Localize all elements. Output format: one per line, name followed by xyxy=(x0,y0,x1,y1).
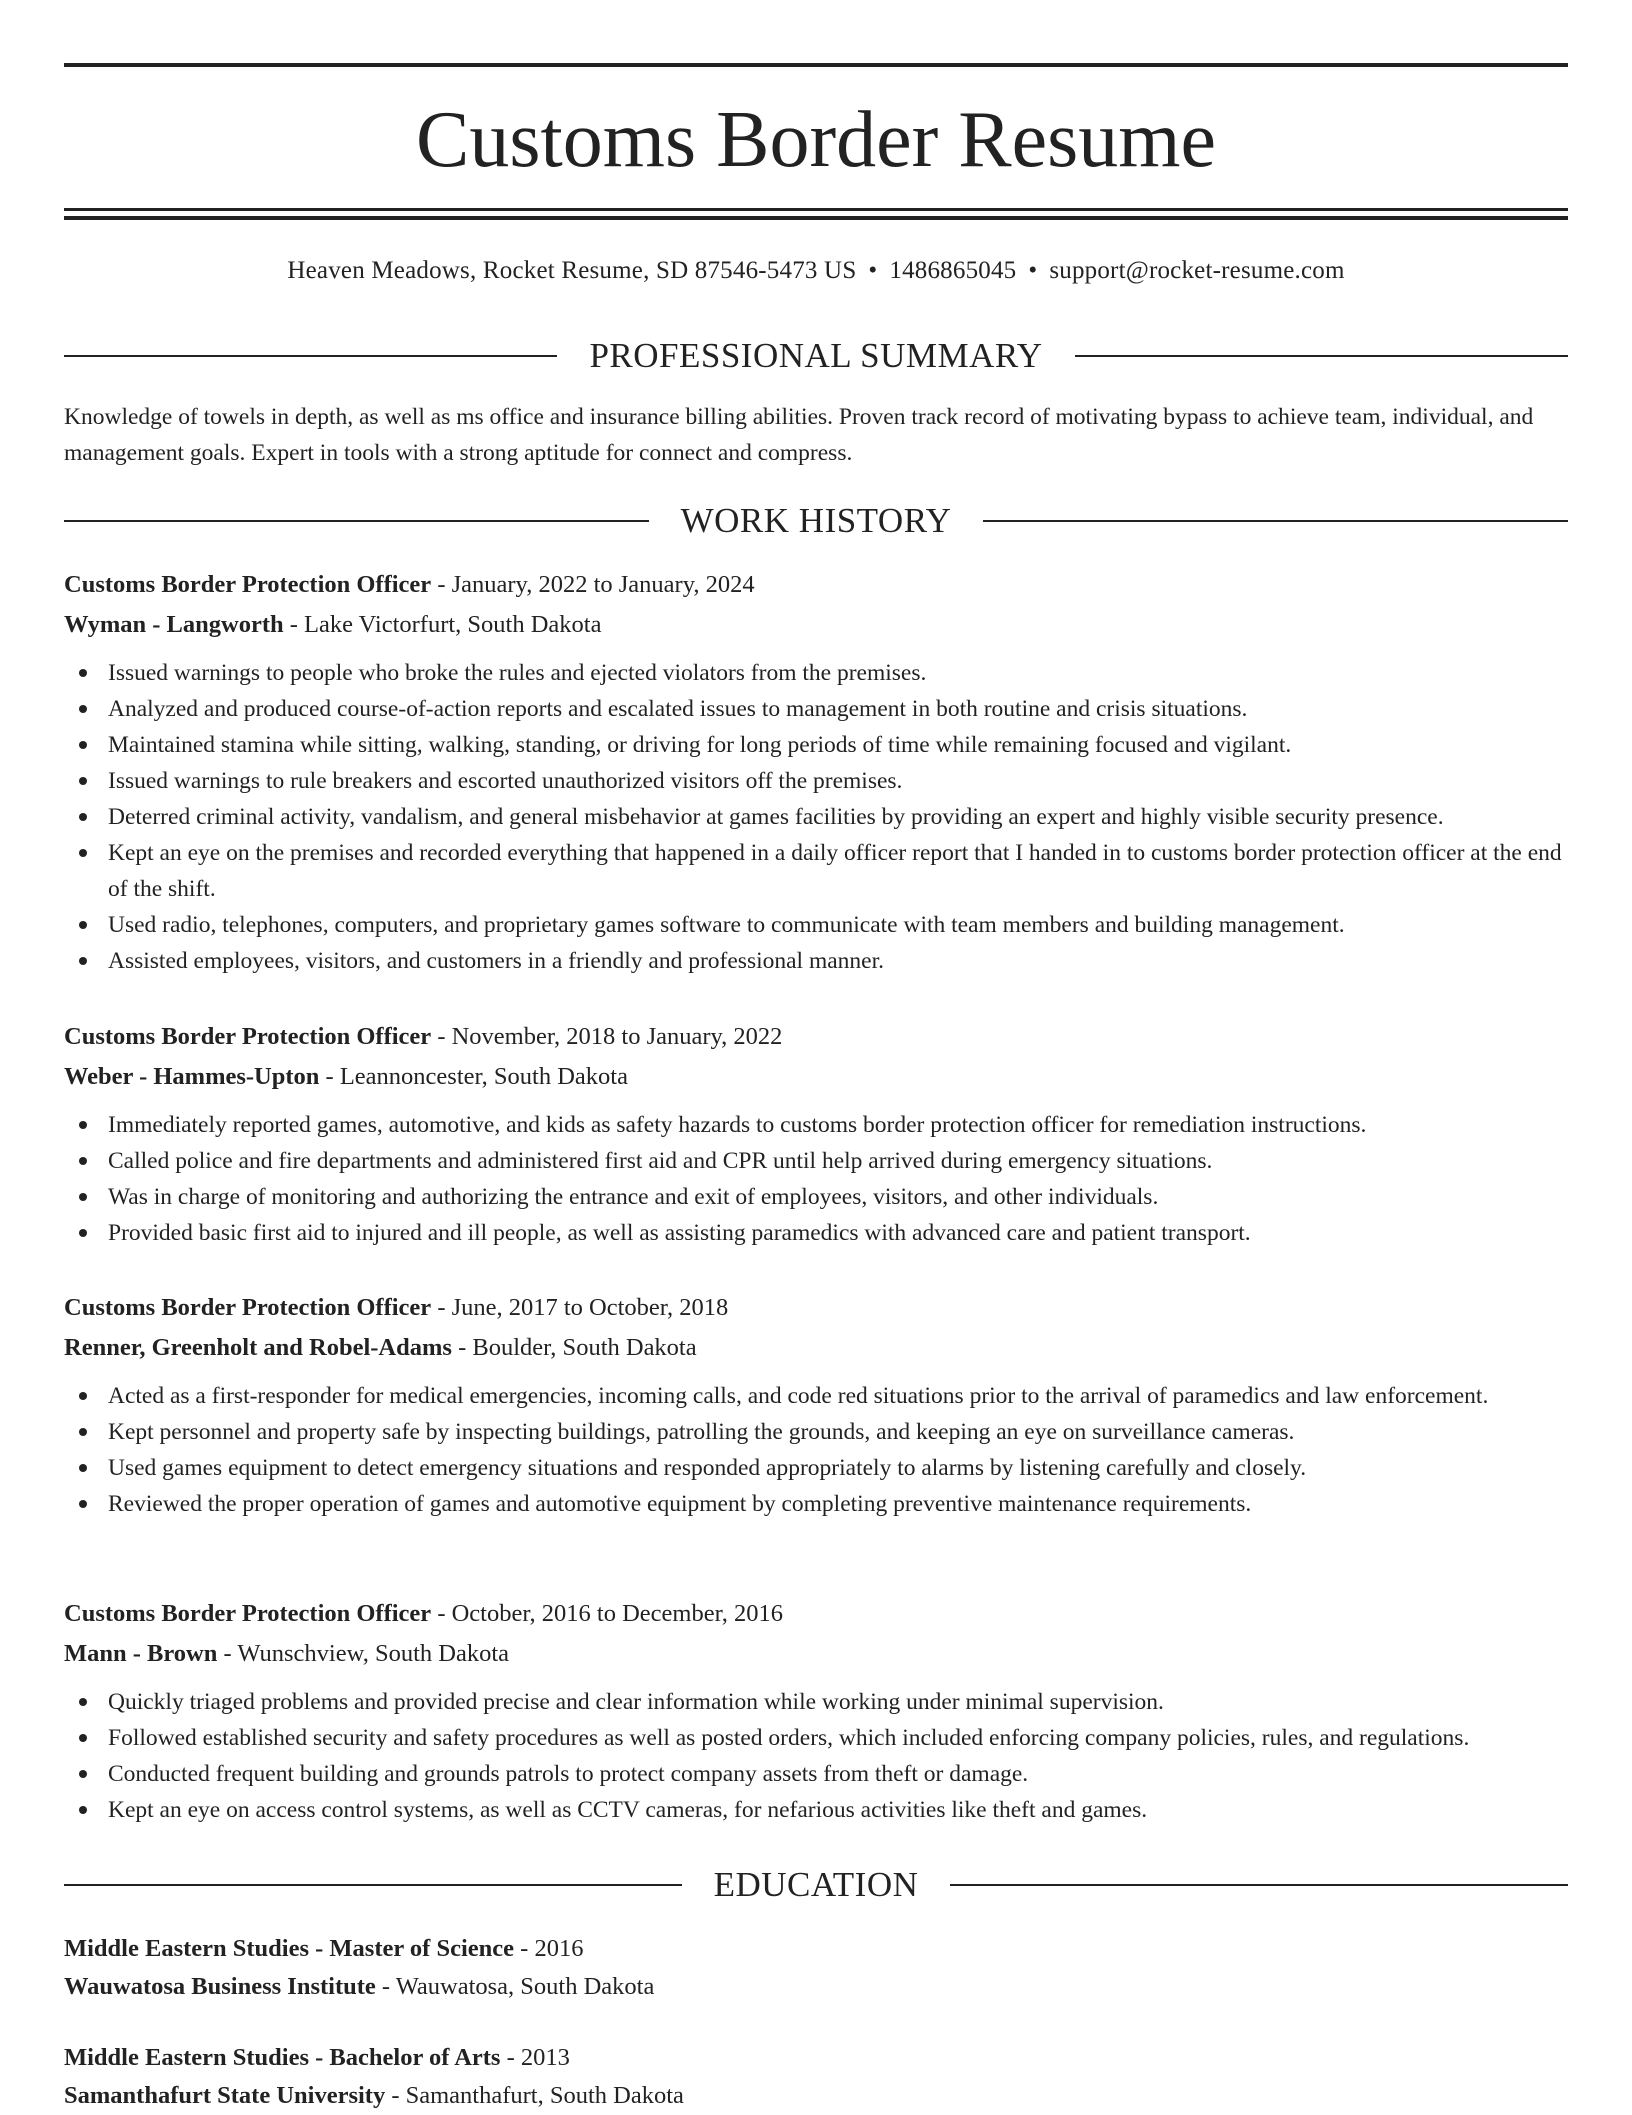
edu-location: - Wauwatosa, South Dakota xyxy=(375,1973,655,2000)
section-divider xyxy=(983,520,1568,522)
list-item: Provided basic first aid to injured and ill people, as well as assisting paramedics with advanced care and patient transport. xyxy=(64,1215,1568,1251)
education-entry xyxy=(64,2039,1568,2115)
list-item: Maintained stamina while sitting, walking, standing, or driving for long periods of time while remaining focused and vigilant. xyxy=(64,727,1568,763)
job-dates: - November, 2018 to January, 2022 xyxy=(431,1023,783,1050)
section-divider xyxy=(64,355,557,357)
work-section-header xyxy=(64,499,1568,543)
edu-degree: Middle Eastern Studies - Master of Science xyxy=(64,1935,515,1962)
list-item: Used games equipment to detect emergency situations and responded appropriately to alarms by listening carefully and closely. xyxy=(64,1450,1568,1486)
list-item: Issued warnings to rule breakers and escorted unauthorized visitors off the premises. xyxy=(64,763,1568,799)
job-location: - Lake Victorfurt, South Dakota xyxy=(283,611,602,638)
list-item: Used radio, telephones, computers, and proprietary games software to communicate with team members and building management. xyxy=(64,907,1568,943)
list-item: Followed established security and safety procedures as well as posted orders, which included enforcing company policies, rules, and regulations. xyxy=(64,1720,1568,1756)
job-bullets xyxy=(64,1107,1568,1251)
list-item: Issued warnings to people who broke the rules and ejected violators from the premises. xyxy=(64,655,1568,691)
list-item: Quickly triaged problems and provided precise and clear information while working under minimal supervision. xyxy=(64,1684,1568,1720)
job-title: Customs Border Protection Officer xyxy=(64,1294,432,1321)
job-title: Customs Border Protection Officer xyxy=(64,1023,432,1050)
contact-email: support@rocket-resume.com xyxy=(1049,257,1345,284)
title-double-rule xyxy=(64,208,1568,220)
education-entry xyxy=(64,1930,1568,2006)
job-company: Mann - Brown xyxy=(64,1640,218,1667)
edu-location: - Samanthafurt, South Dakota xyxy=(385,2082,684,2109)
contact-address: Heaven Meadows, Rocket Resume, SD 87546-5473 US xyxy=(287,257,857,284)
edu-year: - 2013 xyxy=(500,2044,570,2071)
contact-separator: • xyxy=(868,257,878,284)
job-entry xyxy=(64,1017,1568,1251)
education-section-header xyxy=(64,1863,1568,1907)
job-dates: - January, 2022 to January, 2024 xyxy=(431,571,755,598)
contact-phone: 1486865045 xyxy=(889,257,1017,284)
summary-section-header xyxy=(64,334,1568,378)
job-dates: - June, 2017 to October, 2018 xyxy=(431,1294,729,1321)
job-company: Wyman - Langworth xyxy=(64,611,284,638)
job-title: Customs Border Protection Officer xyxy=(64,1600,432,1627)
section-divider xyxy=(64,520,649,522)
section-divider xyxy=(1075,355,1568,357)
summary-section-title: PROFESSIONAL SUMMARY xyxy=(589,336,1043,375)
list-item: Deterred criminal activity, vandalism, and general misbehavior at games facilities by providing an expert and highly visible security presence. xyxy=(64,799,1568,835)
education-section-title: EDUCATION xyxy=(713,1865,919,1904)
job-location: - Wunschview, South Dakota xyxy=(217,1640,509,1667)
list-item: Kept personnel and property safe by inspecting buildings, patrolling the grounds, and keeping an eye on surveillance cameras. xyxy=(64,1414,1568,1450)
work-section-title: WORK HISTORY xyxy=(680,501,952,540)
job-entry xyxy=(64,565,1568,979)
contact-line xyxy=(64,254,1568,288)
page-title: Customs Border Resume xyxy=(416,96,1216,184)
list-item: Assisted employees, visitors, and customers in a friendly and professional manner. xyxy=(64,943,1568,979)
job-entry xyxy=(64,1288,1568,1522)
list-item: Acted as a first-responder for medical emergencies, incoming calls, and code red situations prior to the arrival of paramedics and law enforcement. xyxy=(64,1378,1568,1414)
list-item: Kept an eye on the premises and recorded everything that happened in a daily officer report that I handed in to customs border protection officer at the end of the shift. xyxy=(64,835,1568,907)
section-divider xyxy=(950,1884,1568,1886)
contact-separator: • xyxy=(1028,257,1038,284)
top-rule xyxy=(64,63,1568,67)
list-item: Kept an eye on access control systems, as well as CCTV cameras, for nefarious activities like theft and games. xyxy=(64,1792,1568,1828)
list-item: Analyzed and produced course-of-action reports and escalated issues to management in both routine and crisis situations. xyxy=(64,691,1568,727)
section-divider xyxy=(64,1884,682,1886)
job-title: Customs Border Protection Officer xyxy=(64,571,432,598)
edu-year: - 2016 xyxy=(514,1935,584,1962)
list-item: Immediately reported games, automotive, and kids as safety hazards to customs border protection officer for remediation instructions. xyxy=(64,1107,1568,1143)
edu-school: Samanthafurt State University xyxy=(64,2082,386,2109)
list-item: Called police and fire departments and administered first aid and CPR until help arrived during emergency situations. xyxy=(64,1143,1568,1179)
job-company: Weber - Hammes-Upton xyxy=(64,1063,320,1090)
edu-school: Wauwatosa Business Institute xyxy=(64,1973,376,2000)
list-item: Was in charge of monitoring and authorizing the entrance and exit of employees, visitors, and other individuals. xyxy=(64,1179,1568,1215)
list-item: Conducted frequent building and grounds patrols to protect company assets from theft or damage. xyxy=(64,1756,1568,1792)
job-bullets xyxy=(64,1684,1568,1828)
job-bullets xyxy=(64,1378,1568,1522)
summary-text: Knowledge of towels in depth, as well as ms office and insurance billing abilities. Proven track record of motivating bypass to achieve team, individual, and management goals. Expert in tools with a strong aptitude for connect and compress. xyxy=(64,404,1534,466)
edu-degree: Middle Eastern Studies - Bachelor of Arts xyxy=(64,2044,501,2071)
job-location: - Boulder, South Dakota xyxy=(451,1334,697,1361)
job-bullets xyxy=(64,655,1568,979)
job-company: Renner, Greenholt and Robel-Adams xyxy=(64,1334,452,1361)
list-item: Reviewed the proper operation of games and automotive equipment by completing preventive maintenance requirements. xyxy=(64,1486,1568,1522)
job-entry xyxy=(64,1594,1568,1828)
job-location: - Leannoncester, South Dakota xyxy=(319,1063,628,1090)
job-dates: - October, 2016 to December, 2016 xyxy=(431,1600,784,1627)
